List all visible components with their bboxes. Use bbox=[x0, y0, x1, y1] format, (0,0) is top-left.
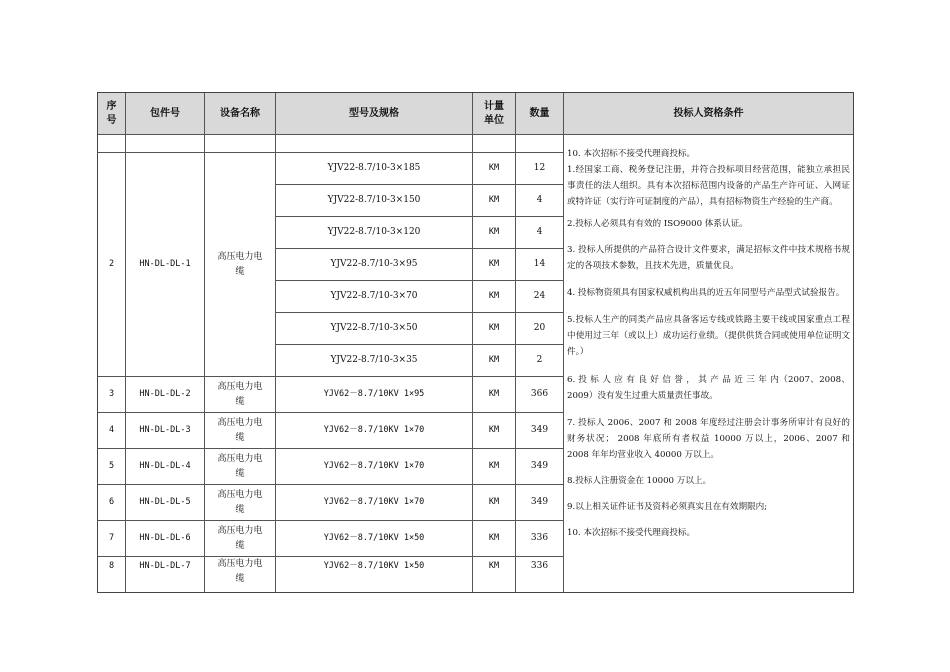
row-seq: 7 bbox=[108, 533, 115, 543]
row-qty: 366 bbox=[530, 389, 549, 399]
item-qty: 14 bbox=[533, 259, 546, 269]
row-device: 高压电力电缆 bbox=[217, 417, 263, 443]
requirement-item: 8.投标人注册资金在 10000 万以上。 bbox=[567, 476, 712, 486]
row-qty: 336 bbox=[530, 561, 549, 571]
row-qty: 349 bbox=[530, 497, 549, 507]
header-model: 型号及规格 bbox=[349, 107, 399, 119]
row-device: 高压电力电缆 bbox=[217, 489, 263, 515]
item-model: YJV22-8.7/10-3×120 bbox=[327, 227, 421, 237]
item-model: YJV22-8.7/10-3×35 bbox=[330, 355, 418, 365]
row-seq: 2 bbox=[108, 259, 115, 269]
requirement-item: 10. 本次招标不接受代理商投标。 bbox=[567, 528, 696, 538]
item-unit: KM bbox=[488, 163, 500, 173]
qualification-requirements bbox=[567, 146, 850, 541]
row-package: HN-DL-DL-2 bbox=[139, 389, 191, 399]
row-model: YJV62－8.7/10KV 1×50 bbox=[323, 533, 425, 543]
row-device: 高压电力电缆 bbox=[217, 381, 263, 407]
item-qty: 4 bbox=[536, 227, 543, 237]
row-model: YJV62－8.7/10KV 1×70 bbox=[323, 497, 425, 507]
item-unit: KM bbox=[488, 195, 500, 205]
item-qty: 24 bbox=[533, 291, 546, 301]
item-model: YJV22-8.7/10-3×185 bbox=[327, 163, 421, 173]
requirement-item: 2.投标人必须具有有效的 ISO9000 体系认证。 bbox=[567, 219, 748, 229]
header-qty: 数量 bbox=[529, 107, 550, 119]
row-qty: 349 bbox=[530, 425, 549, 435]
row-unit: KM bbox=[488, 497, 500, 507]
header-device: 设备名称 bbox=[220, 107, 260, 119]
item-qty: 2 bbox=[536, 355, 543, 365]
row-seq: 3 bbox=[108, 389, 115, 399]
item-unit: KM bbox=[488, 355, 500, 365]
header-package: 包件号 bbox=[150, 107, 180, 119]
header-seq: 序号 bbox=[106, 100, 117, 126]
row-package: HN-DL-DL-6 bbox=[139, 533, 191, 543]
item-qty: 12 bbox=[533, 163, 546, 173]
item-model: YJV22-8.7/10-3×50 bbox=[330, 323, 418, 333]
row-package: HN-DL-DL-5 bbox=[139, 497, 191, 507]
requirement-item: 10. 本次招标不接受代理商投标。 bbox=[567, 149, 696, 159]
row-qty: 349 bbox=[530, 461, 549, 471]
item-model: YJV22-8.7/10-3×95 bbox=[330, 259, 418, 269]
bidding-table bbox=[97, 92, 854, 593]
row-unit: KM bbox=[488, 461, 500, 471]
row-seq: 6 bbox=[108, 497, 115, 507]
header-qualification: 投标人资格条件 bbox=[673, 107, 744, 119]
row-package: HN-DL-DL-7 bbox=[139, 561, 191, 571]
row-device: 高压电力电缆 bbox=[217, 251, 263, 277]
col-divider bbox=[563, 93, 564, 592]
item-unit: KM bbox=[488, 323, 500, 333]
item-model: YJV22-8.7/10-3×150 bbox=[327, 195, 421, 205]
row-package: HN-DL-DL-3 bbox=[139, 425, 191, 435]
row-qty: 336 bbox=[530, 533, 549, 543]
row-unit: KM bbox=[488, 561, 500, 571]
row-model: YJV62－8.7/10KV 1×95 bbox=[323, 389, 425, 399]
item-unit: KM bbox=[488, 259, 500, 269]
item-unit: KM bbox=[488, 291, 500, 301]
row-device: 高压电力电缆 bbox=[217, 559, 263, 584]
requirement-item: 6. 投 标 人 应 有 良 好 信 誉 ， 其 产 品 近 三 年 内（2007、2008、2009）没有发生过重大质量责任事故。 bbox=[567, 375, 850, 401]
requirement-item: 7. 投标人 2006、2007 和 2008 年度经过注册会计事务所审计有良好的财务状况； 2008 年底所有者权益 10000 万以上，2006、2007 和 2008 年年均营业收入 40000 万以上。 bbox=[567, 418, 850, 460]
item-unit: KM bbox=[488, 227, 500, 237]
requirement-item: 1.经国家工商、税务登记注册，并符合投标项目经营范围，能独立承担民事责任的法人组织。具有本次招标范围内设备的产品生产许可证、入网证或特许证（实行许可证制度的产品），具有招标物资生产经验的生产商。 bbox=[567, 165, 850, 207]
row-unit: KM bbox=[488, 425, 500, 435]
row-seq: 5 bbox=[108, 461, 115, 471]
row-seq: 8 bbox=[108, 561, 115, 571]
row-device: 高压电力电缆 bbox=[217, 453, 263, 479]
row-model: YJV62－8.7/10KV 1×70 bbox=[323, 425, 425, 435]
row-package: HN-DL-DL-1 bbox=[139, 259, 191, 269]
row-unit: KM bbox=[488, 389, 500, 399]
requirement-item: 5.投标人生产的同类产品应具备客运专线或铁路主要干线或国家重点工程中使用过三年（或以上）成功运行业绩。（提供供货合同或使用单位证明文件。） bbox=[567, 315, 850, 357]
requirement-item: 9.以上相关证件证书及资料必须真实且在有效期限内; bbox=[567, 502, 768, 512]
item-qty: 20 bbox=[533, 323, 546, 333]
row-divider bbox=[98, 134, 853, 135]
row-device: 高压电力电缆 bbox=[217, 525, 263, 551]
requirement-item: 4. 投标物资须具有国家权威机构出具的近五年同型号产品型式试验报告。 bbox=[567, 288, 845, 298]
row-package: HN-DL-DL-4 bbox=[139, 461, 191, 471]
item-qty: 4 bbox=[536, 195, 543, 205]
requirement-item: 3. 投标人所提供的产品符合设计文件要求，满足招标文件中技术规格书规定的各项技术参数，且技术先进，质量优良。 bbox=[567, 245, 850, 271]
row-seq: 4 bbox=[108, 425, 115, 435]
row-unit: KM bbox=[488, 533, 500, 543]
item-model: YJV22-8.7/10-3×70 bbox=[330, 291, 418, 301]
row-model: YJV62－8.7/10KV 1×70 bbox=[323, 461, 425, 471]
header-unit: 计量单位 bbox=[484, 100, 504, 126]
row-model: YJV62－8.7/10KV 1×50 bbox=[323, 561, 425, 571]
